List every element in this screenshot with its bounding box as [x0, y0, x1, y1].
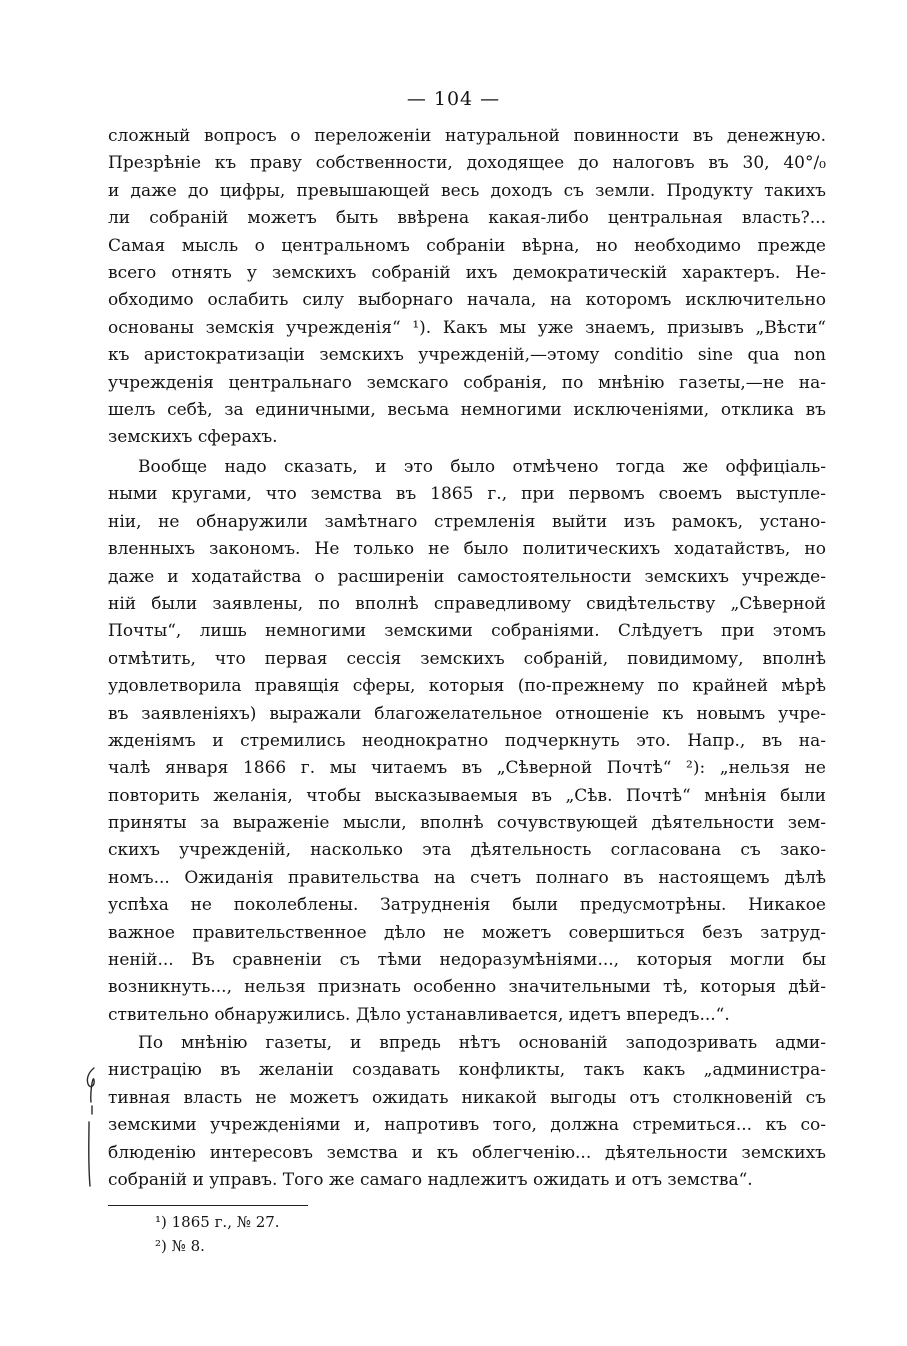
text-line: земскими учрежденіями и, напротивъ того, должна стремиться... къ со-: [108, 1115, 826, 1136]
text-line: Почты“, лишь немногими земскими собраніями. Слѣдуетъ при этомъ: [108, 621, 826, 642]
text-line: повторить желанія, чтобы высказываемыя въ „Сѣв. Почтѣ“ мнѣнія были: [108, 785, 826, 806]
footnotes: [155, 1210, 280, 1258]
text-line: жденіямъ и стремились неоднократно подчеркнуть это. Напр., въ на-: [108, 730, 826, 751]
text-line: всего отнять у земскихъ собраній ихъ демократическій характеръ. Не-: [108, 262, 826, 283]
text-line: успѣха не поколеблены. Затрудненія были предусмотрѣны. Никакое: [108, 895, 826, 916]
text-line: ствительно обнаружились. Дѣло устанавливается, идетъ впередъ...“.: [108, 1004, 730, 1025]
text-line: чалѣ января 1866 г. мы читаемъ въ „Сѣверной Почтѣ“ ²): „нельзя не: [108, 758, 826, 779]
text-line: Самая мысль о центральномъ собраніи вѣрна, но необходимо прежде: [108, 235, 826, 256]
text-line: учрежденія центральнаго земскаго собранія, по мнѣнію газеты,—не на-: [108, 372, 826, 393]
text-line: вленныхъ закономъ. Не только не было политическихъ ходатайствъ, но: [108, 539, 826, 560]
text-line: Вообще надо сказать, и это было отмѣчено тогда же оффиціаль-: [138, 457, 826, 477]
text-line: блюденію интересовъ земства и къ облегченію... дѣятельности земскихъ: [108, 1142, 826, 1163]
footnote-2: ²) № 8.: [155, 1237, 205, 1255]
text-line: въ заявленіяхъ) выражали благожелательное отношеніе къ новымъ учре-: [108, 703, 826, 724]
text-line: неній... Въ сравненіи съ тѣми недоразумѣніями..., которыя могли бы: [108, 950, 826, 971]
text-line: номъ... Ожиданія правительства на счетъ полнаго въ настоящемъ дѣлѣ: [108, 867, 826, 888]
text-line: къ аристократизаціи земскихъ учрежденій,—этому conditio sine qua non: [108, 345, 826, 366]
text-line: даже и ходатайства о расширеніи самостоятельности земскихъ учрежде-: [108, 566, 826, 587]
text-line: Презрѣніе къ праву собственности, доходящее до налоговъ въ 30, 40°/₀: [108, 153, 826, 174]
text-line: шелъ себѣ, за единичными, весьма немногими исключеніями, отклика въ: [108, 399, 826, 420]
text-line: нистрацію въ желаніи создавать конфликты, такъ какъ „администра-: [108, 1060, 826, 1081]
text-line: важное правительственное дѣло не можетъ совершиться безъ затруд-: [108, 922, 826, 943]
text-line: земскихъ сферахъ.: [108, 427, 278, 448]
text-line: ли собраній можетъ быть ввѣрена какая-либо центральная власть?...: [108, 208, 826, 229]
text-line: ными кругами, что земства въ 1865 г., при первомъ своемъ выступле-: [108, 484, 826, 505]
text-line: ній были заявлены, по вполнѣ справедливому свидѣтельству „Сѣверной: [108, 593, 826, 614]
text-line: ніи, не обнаружили замѣтнаго стремленія выйти изъ рамокъ, устано-: [108, 511, 826, 532]
footnote-1: ¹) 1865 г., № 27.: [155, 1213, 280, 1231]
text-line: скихъ учрежденій, насколько эта дѣятельность согласована съ зако-: [108, 840, 826, 861]
text-line: удовлетворила правящія сферы, которыя (по-прежнему по крайней мѣрѣ: [108, 676, 826, 697]
text-line: приняты за выраженіе мысли, вполнѣ сочувствующей дѣятельности зем-: [108, 813, 826, 834]
paragraph-1: [108, 123, 826, 452]
text-line: тивная власть не можетъ ожидать никакой выгоды отъ столкновеній съ: [108, 1087, 826, 1108]
handwritten-margin-mark: [80, 1062, 104, 1192]
text-line: отмѣтить, что первая сессія земскихъ собраній, повидимому, вполнѣ: [108, 648, 826, 669]
footnote-rule: [108, 1205, 308, 1206]
text-line: возникнуть..., нельзя признать особенно значительными тѣ, которыя дѣй-: [108, 977, 826, 998]
paragraph-2: [108, 454, 826, 1029]
text-line: и даже до цифры, превышающей весь доходъ съ земли. Продукту такихъ: [108, 180, 826, 201]
paragraph-3: [108, 1030, 826, 1194]
text-line: собраній и управъ. Того же самаго надлежитъ ожидать и отъ земства“.: [108, 1169, 753, 1190]
text-line: сложный вопросъ о переложеніи натуральной повинности въ денежную.: [108, 126, 826, 146]
text-line: По мнѣнію газеты, и впредь нѣтъ основаній заподозривать адми-: [138, 1033, 826, 1053]
text-line: основаны земскія учрежденія“ ¹). Какъ мы уже знаемъ, призывъ „Вѣсти“: [108, 317, 826, 338]
text-line: обходимо ослабить силу выборнаго начала, на которомъ исключительно: [108, 290, 826, 311]
page-number: — 104 —: [406, 88, 501, 110]
